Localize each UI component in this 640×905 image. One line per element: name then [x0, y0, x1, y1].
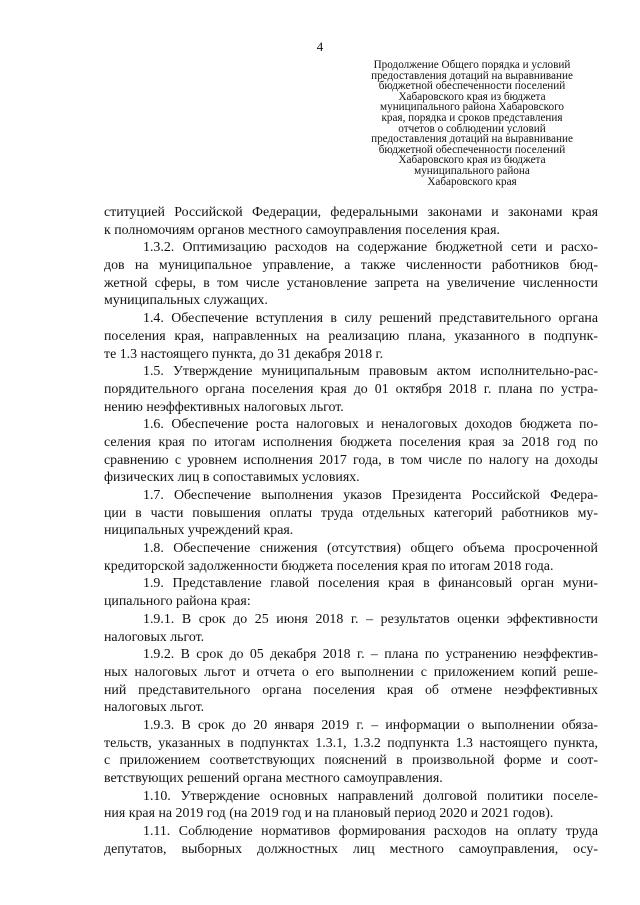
paragraph-line: 1.9.3. В срок до 20 января 2019 г. – информации о выполнении обяза-: [143, 717, 598, 733]
paragraph-line: налоговых льгот.: [104, 700, 205, 716]
paragraph-line: ветствующих решений органа местного самоуправления.: [104, 771, 443, 786]
header-line: Хабаровского края из бюджета: [398, 90, 546, 103]
header-line: Хабаровского края из бюджета: [398, 154, 546, 167]
paragraph: [104, 575, 598, 610]
paragraph-line: 1.10. Утверждение основных направлений долговой политики поселе-: [143, 788, 598, 804]
header-line: отчетов о соблюдении условий: [398, 122, 546, 135]
header-line: Хабаровского края: [427, 175, 517, 188]
paragraph-line: ституцией Российской Федерации, федеральными законами и законами края: [104, 205, 598, 220]
paragraph-line: 1.9.1. В срок до 25 июня 2018 г. – результатов оценки эффективности: [143, 611, 598, 627]
paragraph-line: муниципальных служащих.: [104, 293, 268, 309]
paragraph-line: налоговых льгот.: [104, 629, 205, 645]
header-line: бюджетной обеспеченности поселений: [378, 143, 566, 156]
paragraph-line: кредиторской задолженности бюджета поселения края по итогам 2018 года.: [104, 558, 554, 574]
paragraph-line: ний представительного органа поселения края об отмене неэффективных: [104, 682, 598, 698]
header-line: бюджетной обеспеченности поселений: [378, 80, 566, 93]
paragraph-line: поселения края, направленных на реализацию плана, указанного в подпунк-: [104, 328, 598, 344]
paragraph-line: ниципальных учреждений края.: [104, 523, 294, 539]
paragraph-line: с приложением соответствующих пояснений в произвольной форме и соот-: [104, 753, 598, 769]
header-line: предоставления дотаций на выравнивание: [371, 133, 573, 146]
paragraph: [104, 540, 598, 575]
paragraph-line: ных налоговых льгот и отчета о его выполнении с приложением копий реше-: [104, 664, 598, 680]
paragraph: [104, 416, 598, 487]
paragraph-line: ципального района края:: [104, 594, 251, 610]
paragraph-line: ции в части повышения оплаты труда отдельных категорий работников му-: [104, 505, 598, 521]
paragraph: [104, 788, 598, 823]
page-number: 4: [316, 39, 324, 54]
paragraph-line: депутатов, выборных должностных лиц местного самоуправления, осу-: [104, 841, 598, 857]
paragraph-line: жетной сферы, в том числе установление запрета на увеличение численности: [104, 275, 598, 291]
paragraph-line: 1.8. Обеспечение снижения (отсутствия) общего объема просроченной: [143, 541, 598, 557]
paragraph-line: 1.3.2. Оптимизацию расходов на содержание бюджетной сети и расхо-: [143, 240, 598, 256]
header-line: края, порядка и сроков представления: [381, 111, 563, 124]
paragraph-line: 1.4. Обеспечение вступления в силу решений представительного органа: [143, 311, 598, 327]
paragraph: [104, 487, 598, 540]
document-body: [104, 204, 598, 858]
paragraph-line: тельств, указанных в подпунктах 1.3.1, 1.3.2 подпункта 1.3 настоящего пункта,: [104, 735, 598, 751]
document-header: [352, 60, 592, 187]
paragraph-line: к полномочиям органов местного самоуправления поселения края.: [104, 222, 500, 238]
header-line: Продолжение Общего порядка и условий: [373, 59, 571, 71]
paragraph-line: ния края на 2019 год (на 2019 год и на плановый период 2020 и 2021 годов).: [104, 806, 554, 822]
paragraph: [104, 823, 598, 858]
paragraph: [104, 363, 598, 416]
paragraph-line: 1.7. Обеспечение выполнения указов Президента Российской Федера-: [143, 488, 598, 503]
header-line: предоставления дотаций на выравнивание: [371, 69, 573, 82]
paragraph-line: те 1.3 настоящего пункта, до 31 декабря 2018 г.: [104, 346, 384, 362]
header-line: муниципального района Хабаровского: [380, 101, 564, 114]
paragraph-line: дов на муниципальное управление, а также численности работников бюд-: [104, 258, 598, 274]
paragraph-line: 1.9.2. В срок до 05 декабря 2018 г. – плана по устранению неэффектив-: [143, 647, 598, 663]
paragraph-line: сравнению с уровнем исполнения 2017 года, в том числе по налогу на доходы: [104, 452, 598, 468]
paragraph-line: 1.9. Представление главой поселения края в финансовый орган муни-: [143, 576, 598, 592]
paragraph-line: нению неэффективных налоговых льгот.: [104, 399, 344, 415]
paragraph: [104, 239, 598, 310]
paragraph-line: 1.5. Утверждение муниципальным правовым актом исполнительно-рас-: [143, 364, 598, 380]
paragraph-line: физических лиц в сопоставимых условиях.: [104, 470, 360, 486]
paragraph-line: 1.11. Соблюдение нормативов формирования расходов на оплату труда: [143, 824, 598, 840]
paragraph: [104, 204, 598, 239]
paragraph-line: селения края по итогам исполнения бюджета поселения края за 2018 год по: [104, 434, 598, 450]
paragraph: [104, 646, 598, 717]
paragraph: [104, 611, 598, 646]
header-line: муниципального района: [414, 164, 530, 177]
paragraph-line: порядительного органа поселения края до 01 октября 2018 г. плана по устра-: [104, 381, 598, 397]
paragraph: [104, 310, 598, 363]
paragraph: [104, 717, 598, 788]
paragraph-line: 1.6. Обеспечение роста налоговых и неналоговых доходов бюджета по-: [143, 417, 598, 433]
